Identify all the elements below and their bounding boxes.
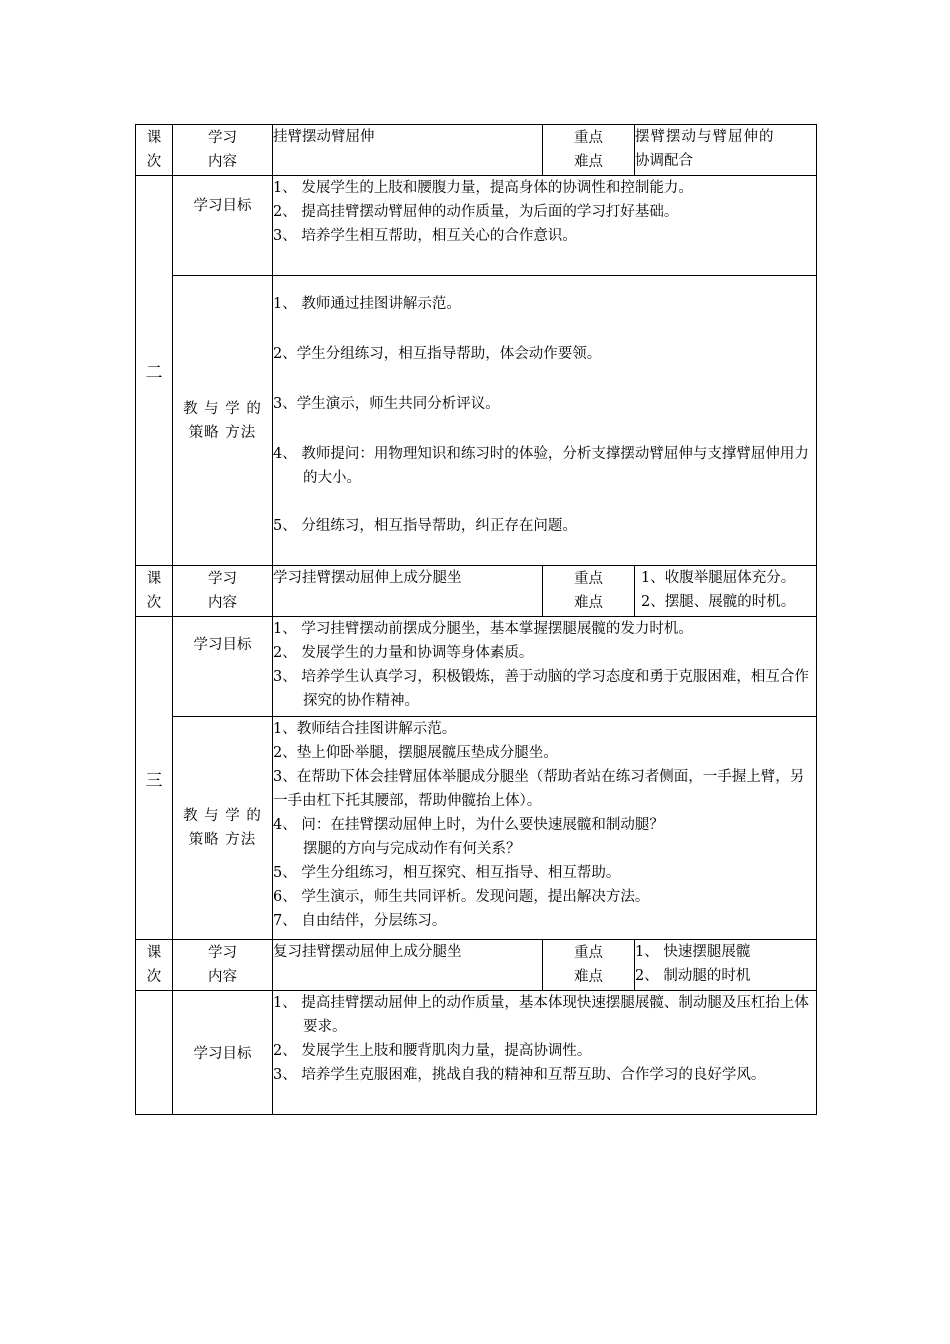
strategy-label: 教 与 学 的 策略 方法 (173, 276, 273, 566)
goals-label: 学习目标 (173, 617, 273, 717)
list-item: 2、垫上仰卧举腿，摆腿展髋压垫成分腿坐。 (273, 745, 558, 761)
list-item: 2、 提高挂臂摆动臂屈伸的动作质量，为后面的学习打好基础。 (273, 204, 679, 220)
lesson-plan-table (135, 124, 817, 1115)
lesson-number (136, 991, 173, 1115)
lesson3-goals-row (136, 617, 817, 717)
list-item: 7、 自由结伴，分层练习。 (273, 913, 447, 929)
lesson2-strategy-row (136, 276, 817, 566)
lesson3-strategy-row (136, 717, 817, 940)
strategy-list (273, 276, 817, 566)
list-item: 3、学生演示，师生共同分析评议。 (273, 396, 500, 412)
goals-label: 学习目标 (173, 176, 273, 276)
list-item: 1、 教师通过挂图讲解示范。 (273, 296, 461, 312)
lesson-content: 学习挂臂摆动屈伸上成分腿坐 (273, 566, 543, 617)
lesson2-goals-row (136, 176, 817, 276)
goals-list (273, 617, 817, 717)
lesson-content: 复习挂臂摆动屈伸上成分腿坐 (273, 940, 543, 991)
keypoint-content: 1、 快速摆腿展髋 2、 制动腿的时机 (635, 940, 817, 991)
keypoint-label: 重点 难点 (543, 566, 635, 617)
keypoint-label: 重点 难点 (543, 125, 635, 176)
keypoint-content: 1、收腹举腿屈体充分。 2、摆腿、展髋的时机。 (635, 566, 817, 617)
lesson-number: 二 (136, 176, 173, 566)
lesson-number-label: 课 次 (136, 125, 173, 176)
lesson4-goals-row (136, 991, 817, 1115)
content-label: 学习 内容 (173, 566, 273, 617)
lesson-number-label: 课 次 (136, 566, 173, 617)
list-item: 4、 教师提问：用物理知识和练习时的体验，分析支撑摆动臂屈伸与支撑臂屈伸用力的大小。 (273, 446, 809, 486)
list-item: 5、 学生分组练习，相互探究、相互指导、相互帮助。 (273, 865, 621, 881)
list-item: 2、学生分组练习，相互指导帮助，体会动作要领。 (273, 346, 602, 362)
keypoint-label: 重点 难点 (543, 940, 635, 991)
strategy-label: 教 与 学 的 策略 方法 (173, 717, 273, 940)
list-item: 3、在帮助下体会挂臂屈体举腿成分腿坐（帮助者站在练习者侧面，一手握上臂，另一手由杠下托其腰部，帮助伸髋抬上体）。 (273, 769, 805, 809)
lesson4-header-row (136, 940, 817, 991)
goals-label: 学习目标 (173, 991, 273, 1115)
goals-list (273, 176, 817, 276)
list-item: 3、 培养学生相互帮助，相互关心的合作意识。 (273, 228, 577, 244)
content-label: 学习 内容 (173, 940, 273, 991)
lesson-number-label: 课 次 (136, 940, 173, 991)
list-item: 1、 学习挂臂摆动前摆成分腿坐，基本掌握摆腿展髋的发力时机。 (273, 621, 693, 637)
list-item: 5、 分组练习，相互指导帮助，纠正存在问题。 (273, 518, 577, 534)
goals-list (273, 991, 817, 1115)
lesson-number: 三 (136, 617, 173, 940)
content-label: 学习 内容 (173, 125, 273, 176)
list-item: 1、 提高挂臂摆动屈伸上的动作质量，基本体现快速摆腿展髋、制动腿及压杠抬上体要求。 (273, 995, 809, 1035)
list-item: 1、教师结合挂图讲解示范。 (273, 721, 457, 737)
keypoint-content: 摆臂摆动与臂屈伸的 协调配合 (635, 125, 817, 176)
list-item: 1、 发展学生的上肢和腰腹力量，提高身体的协调性和控制能力。 (273, 180, 693, 196)
strategy-list (273, 717, 817, 940)
list-item: 6、 学生演示，师生共同评析。发现问题，提出解决方法。 (273, 889, 650, 905)
list-item: 3、 培养学生克服困难，挑战自我的精神和互帮互助、合作学习的良好学风。 (273, 1067, 766, 1083)
lesson3-header-row (136, 566, 817, 617)
lesson2-header-row (136, 125, 817, 176)
list-item: 摆腿的方向与完成动作有何关系？ (303, 841, 521, 857)
lesson-content: 挂臂摆动臂屈伸 (273, 125, 543, 176)
list-item: 2、 发展学生的力量和协调等身体素质。 (273, 645, 534, 661)
list-item: 2、 发展学生上肢和腰背肌肉力量，提高协调性。 (273, 1043, 592, 1059)
list-item: 4、 问：在挂臂摆动屈伸上时，为什么要快速展髋和制动腿？ (273, 817, 664, 833)
list-item: 3、 培养学生认真学习，积极锻炼，善于动脑的学习态度和勇于克服困难，相互合作探究的协作精神。 (273, 669, 809, 709)
